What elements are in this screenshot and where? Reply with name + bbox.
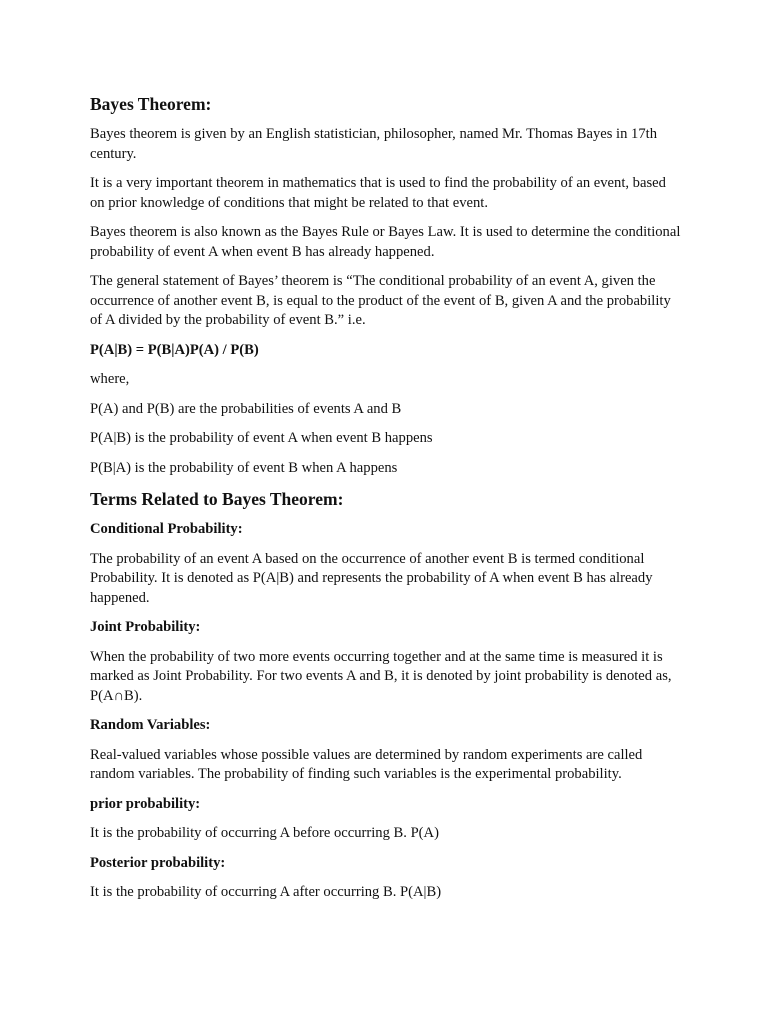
term-text: Real-valued variables whose possible values are determined by random experiments are called random variables. The probability of finding such variables is the experimental probability. (90, 746, 643, 782)
term-heading: Random Variables: (90, 717, 211, 733)
definition-item: P(A|B) is the probability of event A when event B happens (90, 430, 433, 446)
term-text: It is the probability of occurring A after occurring B. P(A|B) (90, 884, 442, 900)
intro-paragraph: Bayes theorem is given by an English statistician, philosopher, named Mr. Thomas Bayes in 17th century. (90, 126, 658, 162)
document-page (90, 93, 682, 913)
term-heading: Posterior probability: (90, 854, 226, 871)
definition-item: P(B|A) is the probability of event B when A happens (90, 459, 398, 476)
intro-paragraph: Bayes theorem is also known as the Bayes Rule or Bayes Law. It is used to determine the conditional probability of event A when event B has already happened. (90, 224, 681, 260)
definition-item: P(A) and P(B) are the probabilities of events A and B (90, 400, 402, 417)
intro-paragraph: The general statement of Bayes’ theorem is “The conditional probability of an event A, given the occurrence of another event B, is equal to the product of the event of B, given A and the probability of A divided by the probability of event B.” i.e. (90, 273, 671, 328)
page-title: Bayes Theorem: (90, 94, 212, 114)
term-text: It is the probability of occurring A before occurring B. P(A) (90, 825, 439, 841)
bayes-formula: P(A|B) = P(B|A)P(A) / P(B) (90, 341, 259, 358)
intro-paragraph: It is a very important theorem in mathematics that is used to find the probability of an event, based on prior knowledge of conditions that might be related to that event. (90, 175, 666, 211)
term-text: The probability of an event A based on the occurrence of another event B is termed conditional Probability. It is denoted as P(A|B) and represents the probability of A when event B has already happened. (90, 550, 653, 606)
where-label: where, (90, 371, 130, 387)
term-heading: Joint Probability: (90, 619, 201, 635)
term-heading: Conditional Probability: (90, 521, 243, 537)
term-text: When the probability of two more events occurring together and at the same time is measured it is marked as Joint Probability. For two events A and B, it is denoted by joint probability is denoted as, P(A∩B). (90, 648, 672, 704)
section-title-terms: Terms Related to Bayes Theorem: (90, 489, 344, 509)
term-heading: prior probability: (90, 795, 201, 812)
